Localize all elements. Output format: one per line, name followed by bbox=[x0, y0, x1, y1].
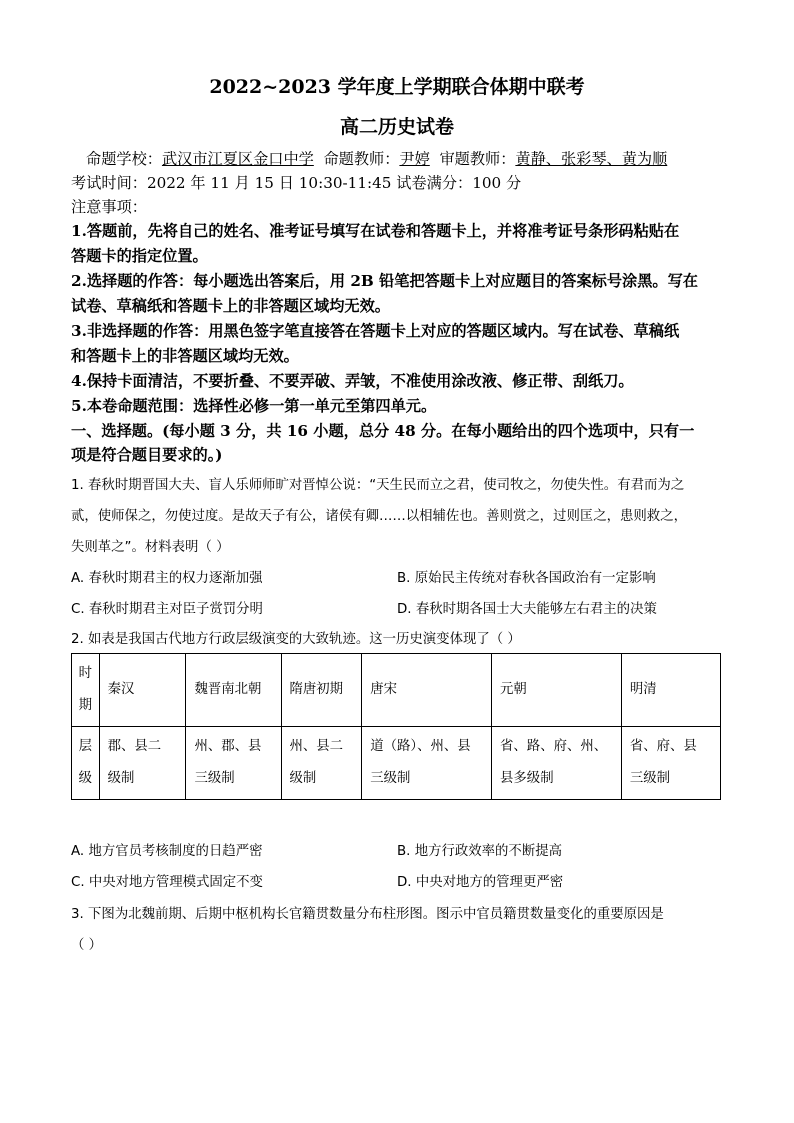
notice-line: 5.本卷命题范围：选择性必修一第一单元至第四单元。 bbox=[71, 397, 437, 415]
notice-line: 2.选择题的作答：每小题选出答案后，用 2B 铅笔把答题卡上对应题目的答案标号涂黑。写在 bbox=[71, 272, 698, 290]
question-1-stem: 1. 春秋时期晋国大夫、盲人乐师师旷对晋悼公说：“天生民而立之君，使司牧之，勿使失性。有君而为之 bbox=[71, 478, 685, 493]
question-2-option-d: D. 中央对地方的管理更严密 bbox=[397, 875, 564, 890]
exam-subtitle: 高二历史试卷 bbox=[339, 116, 454, 138]
question-2-option-c: C. 中央对地方管理模式固定不变 bbox=[71, 875, 263, 890]
question-1-option-c: C. 春秋时期君主对臣子赏罚分明 bbox=[71, 602, 263, 617]
level-cell: 省、路、府、州、 县多级制 bbox=[492, 727, 622, 800]
table-row bbox=[72, 654, 721, 727]
question-1-option-d: D. 春秋时期各国士大夫能够左右君主的决策 bbox=[397, 602, 657, 617]
table-row bbox=[72, 727, 721, 800]
question-2-stem: 2. 如表是我国古代地方行政层级演变的大致轨迹。这一历史演变体现了（ ） bbox=[71, 632, 521, 647]
notice-line: 3.非选择题的作答：用黑色签字笔直接答在答题卡上对应的答题区域内。写在试卷、草稿纸 bbox=[71, 322, 680, 340]
notice-line: 和答题卡上的非答题区域均无效。 bbox=[71, 347, 299, 365]
exam-time: 考试时间：2022 年 11 月 15 日 10:30-11:45 试卷满分：100 分 bbox=[71, 174, 522, 192]
period-cell: 元朝 bbox=[492, 654, 622, 727]
question-2-option-a: A. 地方官员考核制度的日趋严密 bbox=[71, 844, 263, 859]
period-cell: 隋唐初期 bbox=[281, 654, 362, 727]
school-name: 武汉市江夏区金口中学 bbox=[161, 150, 314, 168]
question-3-stem: 3. 下图为北魏前期、后期中枢机构长官籍贯数量分布柱形图。图示中官员籍贯数量变化的重要原因是 bbox=[71, 907, 664, 922]
level-cell: 州、县二 级制 bbox=[281, 727, 362, 800]
section-heading: 一、选择题。(每小题 3 分，共 16 小题，总分 48 分。在每小题给出的四个选项中，只有一 bbox=[71, 422, 695, 440]
author-info bbox=[86, 148, 746, 169]
school-label: 命题学校： bbox=[86, 150, 162, 168]
level-cell: 州、郡、县 三级制 bbox=[186, 727, 281, 800]
level-cell: 道（路）、州、县 三级制 bbox=[362, 727, 492, 800]
period-cell: 唐宋 bbox=[362, 654, 492, 727]
question-2-option-b: B. 地方行政效率的不断提高 bbox=[397, 844, 562, 859]
notice-line: 答题卡的指定位置。 bbox=[71, 247, 208, 265]
level-cell: 省、府、县 三级制 bbox=[621, 727, 720, 800]
reviewer-label: 审题教师： bbox=[439, 150, 516, 168]
reviewer-names: 黄静、张彩琴、黄为顺 bbox=[515, 150, 668, 168]
section-heading: 项是符合题目要求的。) bbox=[71, 446, 223, 464]
level-cell: 郡、县二 级制 bbox=[99, 727, 186, 800]
question-1-option-a: A. 春秋时期君主的权力逐渐加强 bbox=[71, 571, 263, 586]
notice-line: 1.答题前，先将自己的姓名、准考证号填写在试卷和答题卡上，并将准考证号条形码粘贴在 bbox=[71, 222, 680, 240]
period-cell: 明清 bbox=[621, 654, 720, 727]
teacher-name: 尹婷 bbox=[399, 150, 430, 168]
question-1-stem: 贰，使师保之，勿使过度。是故天子有公，诸侯有卿……以相辅佐也。善则赏之，过则匡之，患则救之， bbox=[71, 509, 687, 524]
table-head-period: 时 期 bbox=[72, 654, 100, 727]
notice-heading: 注意事项： bbox=[71, 198, 147, 216]
question-1-option-b: B. 原始民主传统对春秋各国政治有一定影响 bbox=[397, 571, 656, 586]
question-3-stem: （ ） bbox=[71, 938, 103, 953]
teacher-label: 命题教师： bbox=[323, 150, 400, 168]
admin-levels-table bbox=[71, 653, 721, 800]
exam-title: 2022~2023 学年度上学期联合体期中联考 bbox=[209, 76, 585, 98]
question-1-stem: 失则革之”。材料表明（ ） bbox=[71, 540, 230, 555]
table-head-level: 层 级 bbox=[72, 727, 100, 800]
period-cell: 秦汉 bbox=[99, 654, 186, 727]
notice-line: 试卷、草稿纸和答题卡上的非答题区域均无效。 bbox=[71, 297, 390, 315]
notice-line: 4.保持卡面清洁，不要折叠、不要弄破、弄皱，不准使用涂改液、修正带、刮纸刀。 bbox=[71, 372, 634, 390]
period-cell: 魏晋南北朝 bbox=[186, 654, 281, 727]
